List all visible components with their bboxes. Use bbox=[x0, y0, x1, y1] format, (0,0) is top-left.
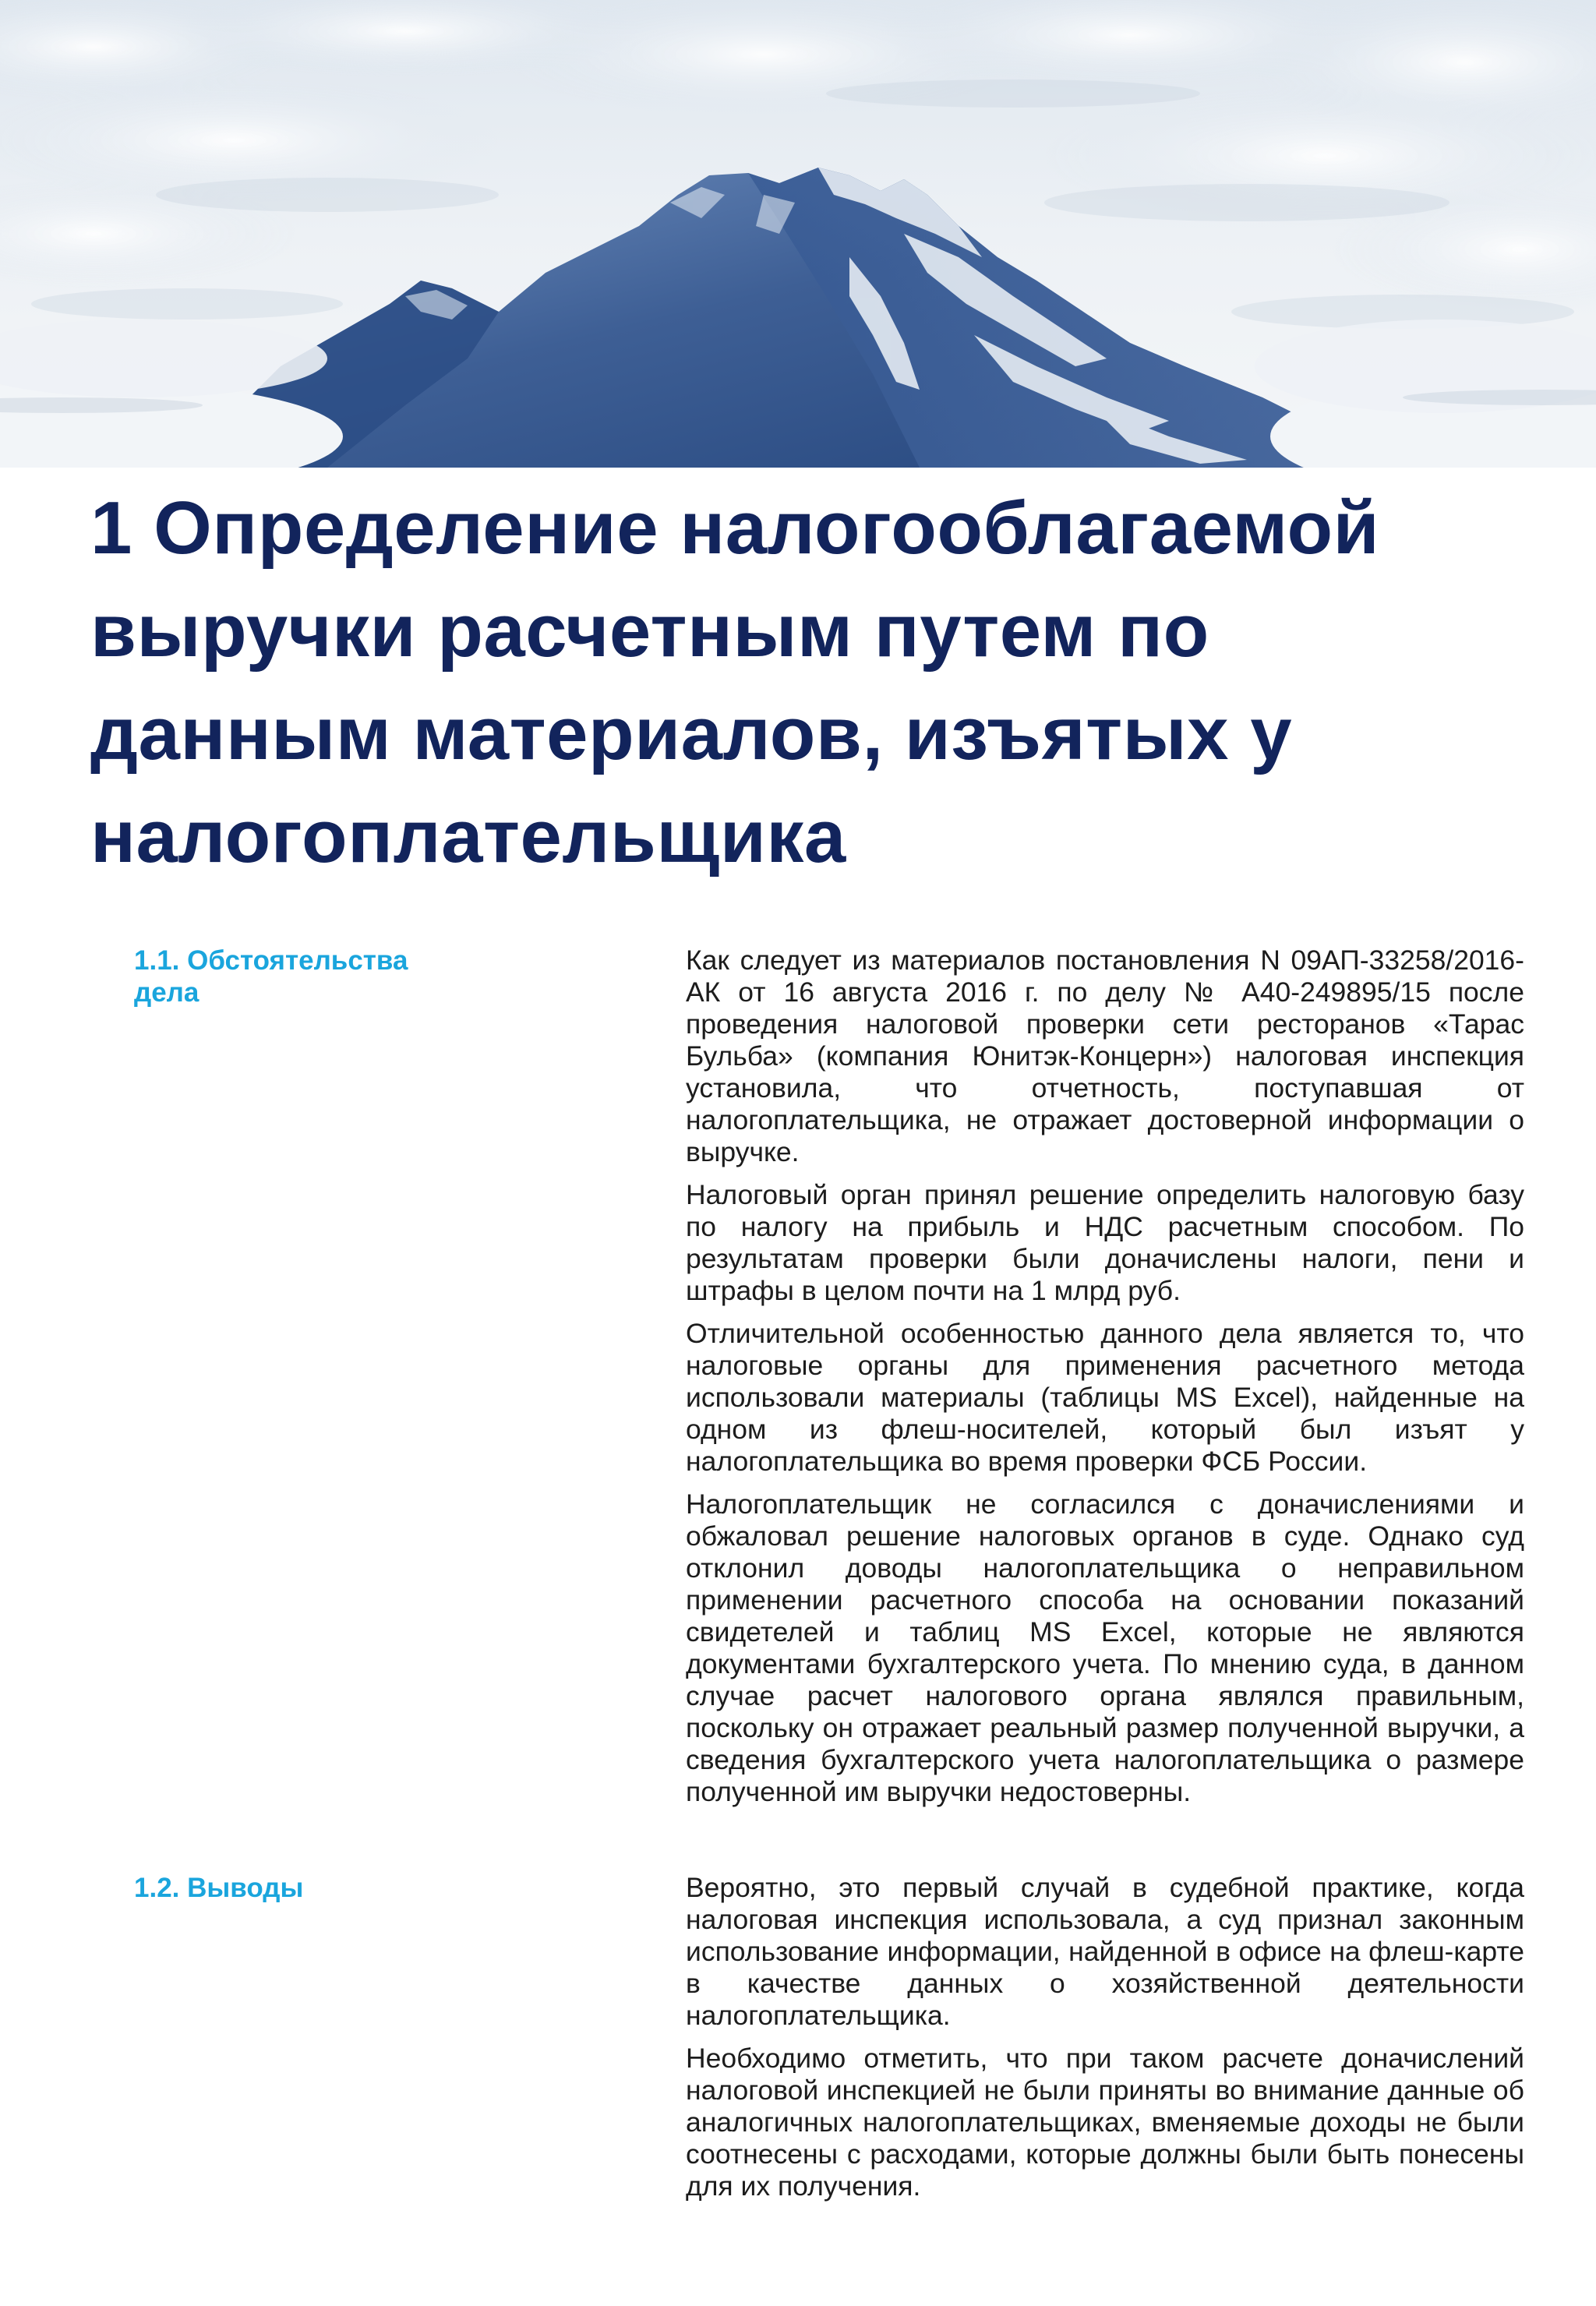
paragraph: Вероятно, это первый случай в судебной практике, когда налоговая инспекция использовала, а суд признал законным использование информации, найденной в офисе на флеш-карте в качестве данных о хозяйственной деятельности налогоплательщика. bbox=[686, 1872, 1524, 2031]
title-line: налогоплательщика bbox=[90, 795, 846, 878]
header-banner-image bbox=[0, 0, 1596, 468]
paragraph: Как следует из материалов постановления N 09АП-33258/2016-АК от 16 августа 2016 г. по делу № А40-249895/15 после проведения налоговой проверки сети ресторанов «Тарас Бульба» (компания Юнитэк-Концерн») налоговая инспекция установила, что отчетность, поступавшая от налогоплательщика, не отражает достоверной информации о выручке. bbox=[686, 945, 1524, 1167]
section-body bbox=[686, 945, 1524, 1819]
paragraph: Налоговый орган принял решение определить налоговую базу по налогу на прибыль и НДС расчетным способом. По результатам проверки были доначислены налоги, пени и штрафы в целом почти на 1 млрд руб. bbox=[686, 1179, 1524, 1306]
paragraph: Налогоплательщик не согласился с доначислениями и обжаловал решение налоговых органов в суде. Однако суд отклонил доводы налогоплательщика о неправильном применении расчетного способа на основании показаний свидетелей и таблиц MS Excel, которые не являются документами бухгалтерского учета. По мнению суда, в данном случае расчет налогового органа являлся правильным, поскольку он отражает реальный размер полученной выручки, а сведения бухгалтерского учета налогоплательщика о размере полученной им выручки недостоверны. bbox=[686, 1488, 1524, 1807]
page-title bbox=[90, 477, 1540, 888]
title-line: данным материалов, изъятых у bbox=[90, 692, 1293, 775]
section-heading-line: 1.2. Выводы bbox=[134, 1873, 304, 1903]
paragraph: Отличительной особенностью данного дела является то, что налоговые органы для применения расчетного метода использовали материалы (таблицы MS Excel), найденные на одном из флеш-носителей, который был изъят у налогоплательщика во время проверки ФСБ России. bbox=[686, 1318, 1524, 1477]
section-heading bbox=[134, 1872, 477, 1904]
section-heading-line: 1.1. Обстоятельства bbox=[134, 945, 408, 976]
section-heading bbox=[134, 945, 477, 1008]
mountain-illustration bbox=[0, 0, 1596, 468]
paragraph: Необходимо отметить, что при таком расчете доначислений налоговой инспекцией не были приняты во внимание данные об аналогичных налогоплательщиках, вменяемые доходы не были соотнесены с расходами, которые должны были быть понесены для их получения. bbox=[686, 2043, 1524, 2202]
section-heading-line: дела bbox=[134, 977, 200, 1008]
title-line: 1 Определение налогооблагаемой bbox=[90, 486, 1380, 570]
title-line: выручки расчетным путем по bbox=[90, 589, 1209, 673]
section-body bbox=[686, 1872, 1524, 2213]
